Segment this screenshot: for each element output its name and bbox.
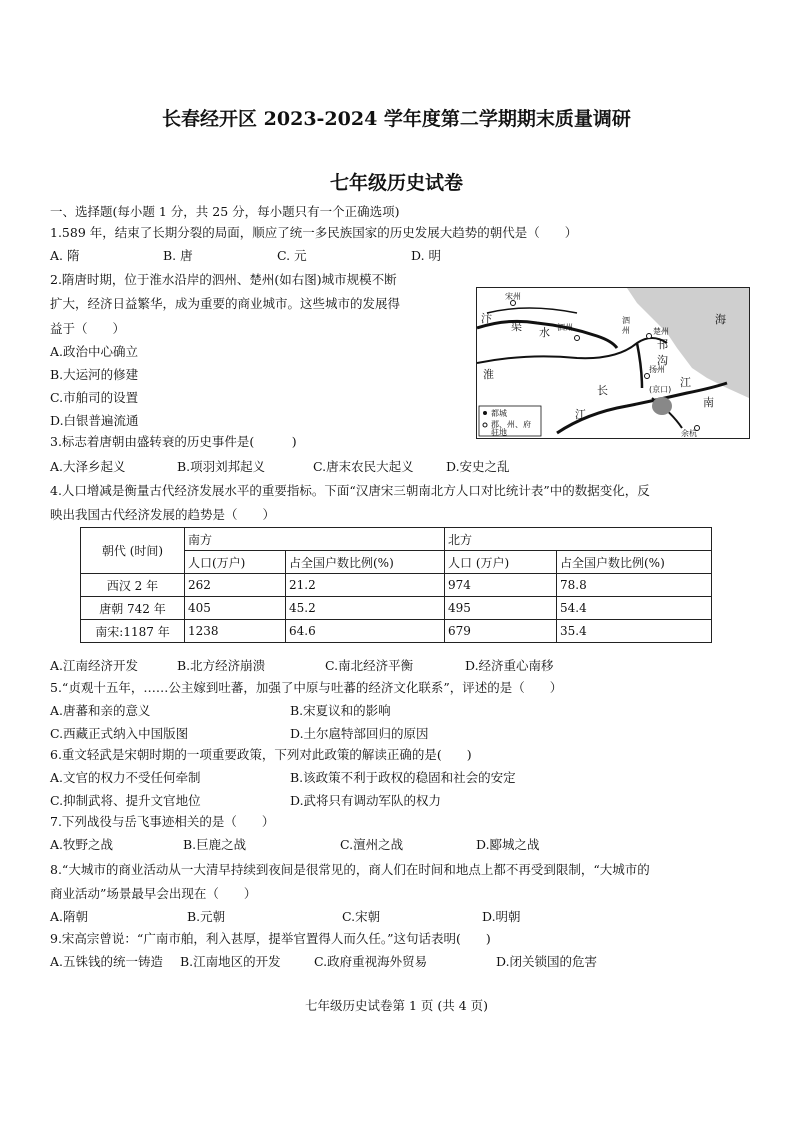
question-6: 6.重文轻武是宋朝时期的一项重要政策，下列对此政策的解读正确的是( ) [50, 747, 472, 762]
map-label-jingkou: (京口) [649, 385, 672, 394]
q3-option-b[interactable]: B.项羽刘邦起义 [177, 459, 266, 474]
map-label-zhou: 州 [622, 326, 630, 335]
question-8-line2: 商业活动”场景最早会出现在（ ） [50, 886, 257, 901]
exam-title: 长春经开区 2023-2024 学年度第二学期期末质量调研 [162, 108, 631, 130]
question-5: 5.“贞观十五年，……公主嫁到吐蕃，加强了中原与吐蕃的经济文化联系”，评述的是（ ） [50, 680, 563, 695]
q8-option-d[interactable]: D.明朝 [482, 909, 521, 924]
row-north-pop: 974 [445, 574, 557, 597]
map-label-yuhang: 余杭 [681, 429, 697, 438]
row-dynasty: 南宋:1187 年 [81, 620, 185, 643]
table-row [81, 574, 712, 597]
row-north-pct: 35.4 [557, 620, 712, 643]
header-north-pop: 人口 (万户) [445, 551, 557, 574]
q6-option-a[interactable]: A.文官的权力不受任何牵制 [50, 770, 201, 785]
header-north-pct: 占全国户数比例(%) [557, 551, 712, 574]
q9-option-a[interactable]: A.五铢钱的统一铸造 [50, 954, 164, 969]
chuzhou-dot [647, 334, 652, 339]
row-south-pct: 21.2 [286, 574, 445, 597]
question-3: 3.标志着唐朝由盛转衰的历史事件是( ) [50, 434, 297, 449]
q3-option-c[interactable]: C.唐末农民大起义 [313, 459, 414, 474]
q9-option-b[interactable]: B.江南地区的开发 [180, 954, 281, 969]
q7-option-a[interactable]: A.牧野之战 [50, 837, 114, 852]
songzhou-dot [511, 301, 516, 306]
map-label-sizhou: 泗州 [557, 323, 573, 332]
legend-capital: 都城 [491, 409, 507, 418]
row-north-pct: 78.8 [557, 574, 712, 597]
row-north-pop: 679 [445, 620, 557, 643]
q4-option-d[interactable]: D.经济重心南移 [465, 658, 554, 673]
q7-option-b[interactable]: B.巨鹿之战 [183, 837, 247, 852]
map-label-songzhou: 宋州 [505, 292, 521, 301]
q2-option-d[interactable]: D.白银普遍流通 [50, 413, 139, 428]
sizhou-dot [575, 336, 580, 341]
row-dynasty: 唐朝 742 年 [81, 597, 185, 620]
question-4-line1: 4.人口增减是衡量古代经济发展水平的重要指标。下面“汉唐宋三朝南北方人口对比统计表”中的数据变化，反 [50, 483, 650, 498]
question-1: 1.589 年，结束了长期分裂的局面，顺应了统一多民族国家的历史发展大趋势的朝代是（ ） [50, 225, 578, 240]
legend-cities: 郡、州、府 [491, 420, 531, 429]
han-canal [637, 343, 642, 388]
q2-option-b[interactable]: B.大运河的修建 [50, 367, 139, 382]
q8-option-a[interactable]: A.隋朝 [50, 909, 89, 924]
map-label-gou: 沟 [657, 354, 668, 367]
table-row [81, 620, 712, 643]
header-south-pct: 占全国户数比例(%) [286, 551, 445, 574]
population-table [80, 527, 712, 643]
q6-option-c[interactable]: C.抑制武将、提升文官地位 [50, 793, 201, 808]
row-south-pct: 45.2 [286, 597, 445, 620]
q2-option-a[interactable]: A.政治中心确立 [50, 344, 139, 359]
q5-option-c[interactable]: C.西藏正式纳入中国版图 [50, 726, 189, 741]
row-south-pop: 262 [185, 574, 286, 597]
yangzhou-dot [645, 374, 650, 379]
q3-option-d[interactable]: D.安史之乱 [446, 459, 510, 474]
q7-option-c[interactable]: C.澶州之战 [340, 837, 404, 852]
row-south-pop: 405 [185, 597, 286, 620]
row-north-pct: 54.4 [557, 597, 712, 620]
q1-option-d[interactable]: D. 明 [411, 248, 442, 263]
header-north: 北方 [445, 528, 712, 551]
row-north-pop: 495 [445, 597, 557, 620]
river-north [487, 308, 577, 313]
q9-option-c[interactable]: C.政府重视海外贸易 [314, 954, 428, 969]
q1-option-a[interactable]: A. 隋 [50, 248, 80, 263]
q1-option-b[interactable]: B. 唐 [163, 248, 193, 263]
legend-city-dot [483, 423, 487, 427]
lake [652, 397, 672, 415]
map-label-qu: 渠 [511, 320, 522, 333]
q5-option-a[interactable]: A.唐蕃和亲的意义 [50, 703, 151, 718]
section-heading: 一、选择题(每小题 1 分，共 25 分，每小题只有一个正确选项) [50, 204, 400, 219]
row-south-pct: 64.6 [286, 620, 445, 643]
q2-option-c[interactable]: C.市舶司的设置 [50, 390, 139, 405]
exam-subtitle: 七年级历史试卷 [329, 172, 463, 194]
map-label-bian: 汴 [481, 312, 492, 325]
header-south: 南方 [185, 528, 445, 551]
table-row [81, 597, 712, 620]
legend-station: 驻地 [491, 428, 507, 437]
canal-map [476, 287, 750, 439]
map-label-yangzhou: 扬州 [649, 365, 665, 374]
q6-option-d[interactable]: D.武将只有调动军队的权力 [290, 793, 442, 808]
q5-option-d[interactable]: D.土尔扈特部回归的原因 [290, 726, 429, 741]
q5-option-b[interactable]: B.宋夏议和的影响 [290, 703, 391, 718]
map-label-shui: 水 [539, 326, 550, 339]
map-label-jiang: 江 [575, 408, 586, 421]
row-dynasty: 西汉 2 年 [81, 574, 185, 597]
q3-option-a[interactable]: A.大泽乡起义 [50, 459, 126, 474]
header-dynasty: 朝代 (时间) [81, 528, 185, 574]
q4-option-b[interactable]: B.北方经济崩溃 [177, 658, 266, 673]
q4-option-c[interactable]: C.南北经济平衡 [325, 658, 414, 673]
q4-option-a[interactable]: A.江南经济开发 [50, 658, 139, 673]
question-9: 9.宋高宗曾说：“广南市舶，利入甚厚，提举官置得人而久任。”这句话表明( ) [50, 931, 491, 946]
q8-option-b[interactable]: B.元朝 [187, 909, 226, 924]
map-label-chuzhou: 楚州 [653, 327, 669, 336]
row-south-pop: 1238 [185, 620, 286, 643]
map-label-chang: 长 [597, 384, 608, 397]
q9-option-d[interactable]: D.闭关锁国的危害 [496, 954, 598, 969]
question-4-line2: 映出我国古代经济发展的趋势是（ ） [50, 507, 276, 522]
question-8-line1: 8.“大城市的商业活动从一大清早持续到夜间是很常见的，商人们在时间和地点上都不再受到限制，“大城市的 [50, 862, 650, 877]
map-label-huai: 淮 [483, 368, 494, 381]
legend-capital-dot [483, 411, 487, 415]
header-south-pop: 人口(万户) [185, 551, 286, 574]
canal-map-drawing [477, 288, 749, 438]
q7-option-d[interactable]: D.郾城之战 [476, 837, 540, 852]
q1-option-c[interactable]: C. 元 [277, 248, 307, 263]
q6-option-b[interactable]: B.该政策不利于政权的稳固和社会的安定 [290, 770, 516, 785]
question-2-line2: 扩大，经济日益繁华，成为重要的商业城市。这些城市的发展得 [50, 296, 401, 311]
map-label-nan: 南 [703, 396, 714, 409]
page-footer: 七年级历史试卷第 1 页 (共 4 页) [304, 998, 489, 1013]
map-label-si: 泗 [622, 316, 630, 325]
map-label-jiang2: 江 [680, 376, 691, 389]
map-label-han: 邗 [657, 338, 668, 351]
map-label-sea: 海 [715, 313, 726, 326]
question-2-line3: 益于（ ） [50, 321, 126, 336]
q8-option-c[interactable]: C.宋朝 [342, 909, 381, 924]
question-2-line1: 2.隋唐时期，位于淮水沿岸的泗州、楚州(如右图)城市规模不断 [50, 272, 397, 287]
question-7: 7.下列战役与岳飞事迹相关的是（ ） [50, 814, 275, 829]
